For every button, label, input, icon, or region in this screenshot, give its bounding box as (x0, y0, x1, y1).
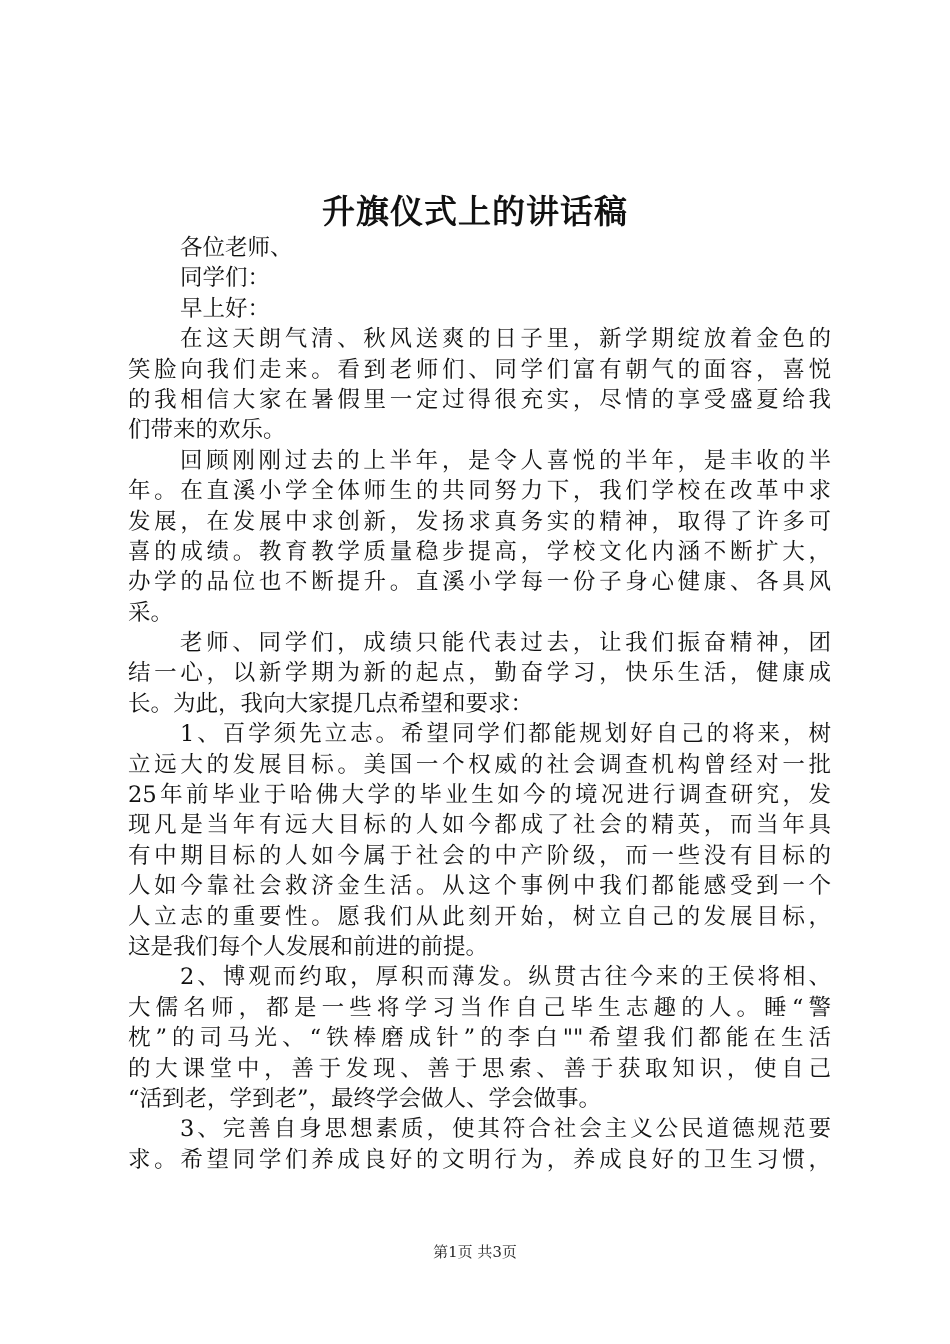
body-line: 发展，在发展中求创新，发扬求真务实的精神，取得了许多可 (128, 508, 831, 535)
body-line: 年。在直溪小学全体师生的共同努力下，我们学校在改革中求 (128, 478, 831, 505)
body-line: 现凡是当年有远大目标的人如今都成了社会的精英，而当年具 (128, 812, 831, 839)
body-line: 有中期目标的人如今属于社会的中产阶级，而一些没有目标的 (128, 842, 831, 869)
body-line: 同学们： (180, 265, 271, 292)
body-line: 笑脸向我们走来。看到老师们、同学们富有朝气的面容，喜悦 (128, 356, 831, 383)
body-line: 采。 (128, 599, 174, 626)
body-line: 这是我们每个人发展和前进的前提。 (128, 933, 489, 960)
body-line: 求。希望同学们养成良好的文明行为，养成良好的卫生习惯， (128, 1146, 831, 1173)
body-line: 喜的成绩。教育教学质量稳步提高，学校文化内涵不断扩大， (128, 538, 831, 565)
body-line: 们带来的欢乐。 (128, 417, 286, 444)
body-line: 枕”的司马光、“铁棒磨成针”的李白""希望我们都能在生活 (128, 1025, 831, 1052)
document-title: 升旗仪式上的讲话稿 (322, 192, 628, 231)
body-line: 人如今靠社会救济金生活。从这个事例中我们都能感受到一个 (128, 873, 831, 900)
body-line: “活到老，学到老”，最终学会做人、学会做事。 (128, 1085, 602, 1112)
body-line: 立远大的发展目标。美国一个权威的社会调查机构曾经对一批 (128, 751, 831, 778)
body-line: 25年前毕业于哈佛大学的毕业生如今的境况进行调查研究，发 (128, 782, 831, 809)
body-line: 办学的品位也不断提升。直溪小学每一份子身心健康、各具风 (128, 569, 831, 596)
body-line: 在这天朗气清、秋风送爽的日子里，新学期绽放着金色的 (180, 326, 831, 353)
body-line: 老师、同学们，成绩只能代表过去，让我们振奋精神，团 (180, 630, 831, 657)
body-line: 人立志的重要性。愿我们从此刻开始，树立自己的发展目标， (128, 903, 831, 930)
body-line: 回顾刚刚过去的上半年，是令人喜悦的半年，是丰收的半 (180, 447, 831, 474)
page-footer: 第1页 共3页 (433, 1243, 517, 1261)
body-line: 长。为此，我向大家提几点希望和要求： (128, 690, 534, 717)
body-line: 2、博观而约取，厚积而薄发。纵贯古往今来的王侯将相、 (180, 964, 831, 991)
document-body (128, 233, 831, 1175)
body-line: 大儒名师，都是一些将学习当作自己毕生志趣的人。睡“警 (128, 994, 831, 1021)
body-line: 结一心，以新学期为新的起点，勤奋学习，快乐生活，健康成 (128, 660, 831, 687)
body-line: 1、百学须先立志。希望同学们都能规划好自己的将来，树 (180, 721, 831, 748)
body-line: 3、完善自身思想素质，使其符合社会主义公民道德规范要 (180, 1116, 831, 1143)
body-line: 各位老师、 (180, 235, 293, 261)
body-line: 的我相信大家在暑假里一定过得很充实，尽情的享受盛夏给我 (128, 386, 831, 413)
body-line: 的大课堂中，善于发现、善于思索、善于获取知识，使自己 (128, 1055, 831, 1082)
body-line: 早上好： (180, 295, 271, 322)
